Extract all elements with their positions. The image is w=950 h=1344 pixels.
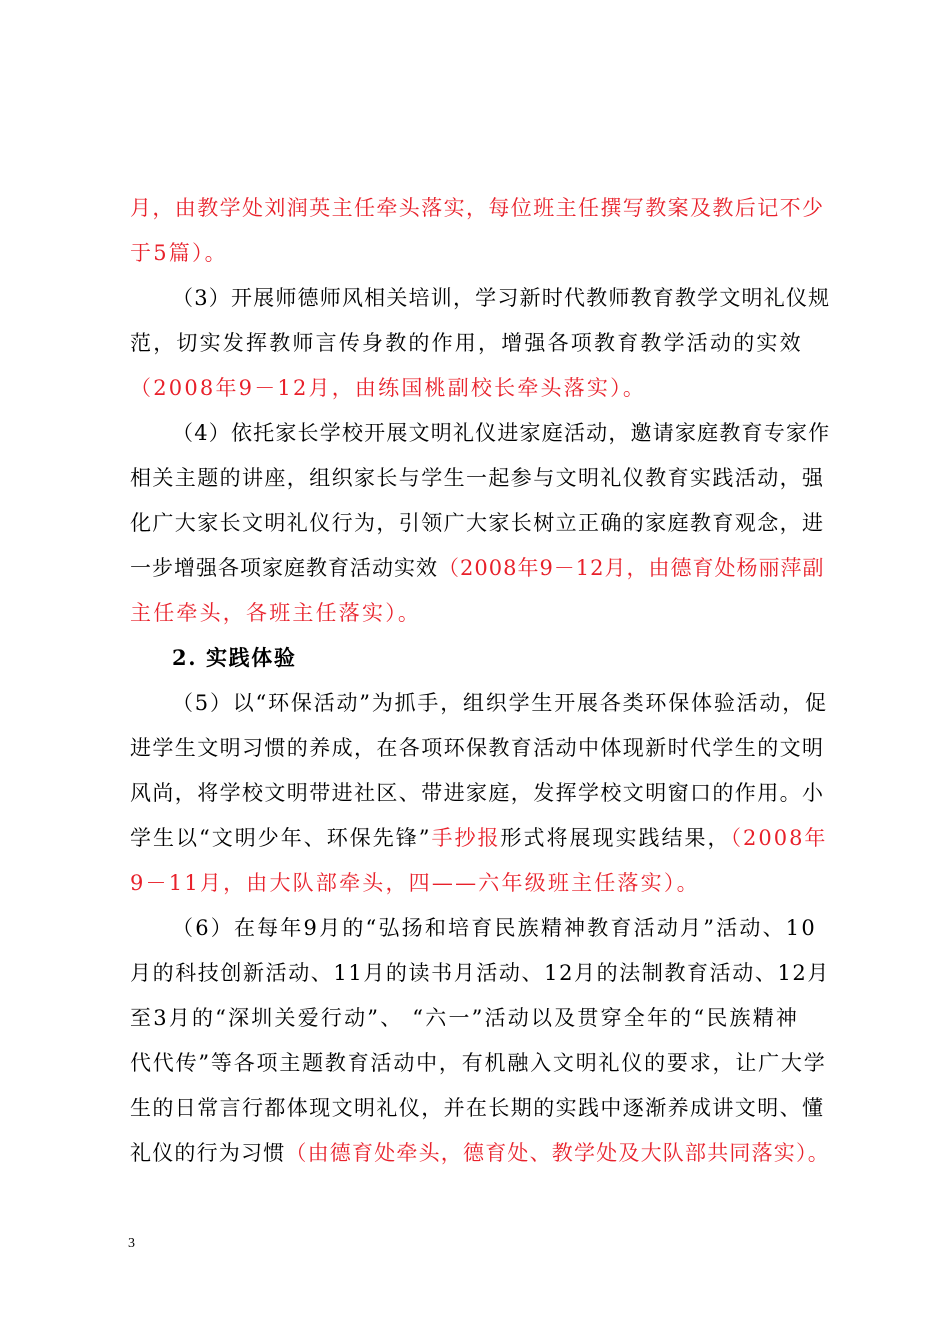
line-10 [130, 598, 421, 628]
line-9-text-a: 一步增强各项家庭教育活动实效 [130, 556, 438, 580]
line-2-text: 于5篇）。 [130, 241, 228, 265]
page-number: 3 [128, 1236, 135, 1251]
line-22-text-a: 礼仪的行为习惯 [130, 1141, 286, 1165]
line-3 [172, 283, 830, 313]
line-17-text: （6）在每年9月的“弘扬和培育民族精神教育活动月”活动、10 [172, 916, 817, 940]
line-15-text-b: 手抄报 [431, 826, 501, 850]
line-15 [130, 823, 827, 853]
line-3-text: （3）开展师德师风相关培训，学习新时代教师教育教学文明礼仪规 [172, 286, 831, 310]
line-22 [130, 1138, 830, 1168]
line-17 [172, 913, 817, 943]
line-16 [130, 868, 700, 898]
line-20 [130, 1048, 827, 1078]
line-7 [130, 463, 824, 493]
line-14-text: 风尚，将学校文明带进社区、带进家庭，发挥学校文明窗口的作用。小 [130, 781, 825, 805]
line-8 [130, 508, 824, 538]
line-20-text: 代代传”等各项主题教育活动中，有机融入文明礼仪的要求，让广大学 [130, 1051, 827, 1075]
line-14 [130, 778, 824, 808]
line-13-text: 进学生文明习惯的养成，在各项环保教育活动中体现新时代学生的文明 [130, 736, 825, 760]
line-4 [130, 328, 803, 358]
line-9 [130, 553, 825, 583]
line-22-text-b: （由德育处牵头，德育处、教学处及大队部共同落实）。 [285, 1141, 830, 1165]
line-5-text: （2008年9－12月，由练国桃副校长牵头落实）。 [130, 376, 647, 400]
line-6 [172, 418, 830, 448]
line-4-text: 范，切实发挥教师言传身教的作用，增强各项教育教学活动的实效 [130, 331, 803, 355]
line-15-text-c: 形式将展现实践结果， [500, 826, 731, 850]
line-18-text: 月的科技创新活动、11月的读书月活动、12月的法制教育活动、12月 [130, 961, 830, 985]
line-21 [130, 1093, 824, 1123]
line-13 [130, 733, 824, 763]
line-2 [130, 238, 228, 268]
line-12 [172, 688, 828, 718]
line-5 [130, 373, 646, 403]
line-9-text-b: （2008年9－12月，由德育处杨丽萍副 [438, 556, 825, 580]
line-6-text: （4）依托家长学校开展文明礼仪进家庭活动，邀请家庭教育专家作 [172, 421, 831, 445]
line-8-text: 化广大家长文明礼仪行为，引领广大家长树立正确的家庭教育观念，进 [130, 511, 825, 535]
line-10-text: 主任牵头，各班主任落实）。 [130, 601, 422, 625]
line-19-text: 至3月的“深圳关爱行动”、 “六一”活动以及贯穿全年的“民族精神 [130, 1006, 800, 1030]
line-19 [130, 1003, 799, 1033]
line-18 [130, 958, 830, 988]
line-12-text: （5）以“环保活动”为抓手，组织学生开展各类环保体验活动，促 [172, 691, 828, 715]
line-1 [130, 193, 824, 223]
line-15-text-a: 学生以“文明少年、环保先锋” [130, 826, 432, 850]
section-heading-text: 2. 实践体验 [172, 645, 297, 670]
line-1-text: 月，由教学处刘润英主任牵头落实，每位班主任撰写教案及教后记不少 [130, 196, 825, 220]
section-heading [172, 643, 296, 673]
line-7-text: 相关主题的讲座，组织家长与学生一起参与文明礼仪教育实践活动，强 [130, 466, 825, 490]
line-15-text-d: （2008年 [730, 826, 828, 850]
line-16-text: 9－11月，由大队部牵头，四——六年级班主任落实）。 [130, 871, 700, 895]
line-21-text: 生的日常言行都体现文明礼仪，并在长期的实践中逐渐养成讲文明、懂 [130, 1096, 825, 1120]
